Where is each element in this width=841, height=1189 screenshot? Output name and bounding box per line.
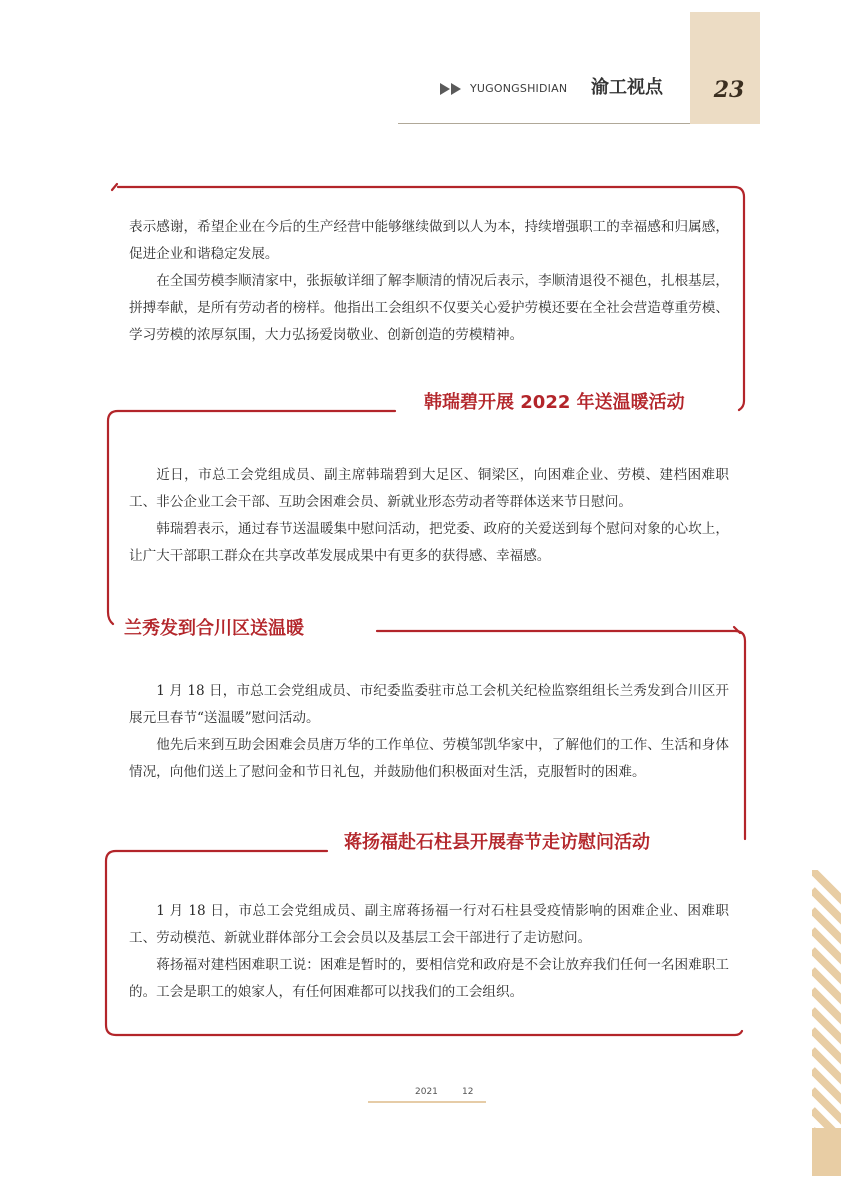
section-2-heading: 韩瑞碧开展 2022 年送温暖活动 [418, 388, 691, 418]
section-4-heading: 蒋扬福赴石柱县开展春节走访慰问活动 [338, 828, 656, 858]
section-4-paragraph-2: 蒋扬福对建档困难职工说：困难是暂时的，要相信党和政府是不会让放弃我们任何一名困难职工的。工会是职工的娘家人，有任何困难都可以找我们的工会组织。 [129, 957, 729, 1000]
section-3-paragraph-2: 他先后来到互助会困难会员唐万华的工作单位、劳模邹凯华家中，了解他们的工作、生活和身体情况，向他们送上了慰问金和节日礼包，并鼓励他们积极面对生活，克服暂时的困难。 [129, 737, 729, 780]
footer-year: 2021 [415, 1087, 438, 1097]
section-3-heading: 兰秀发到合川区送温暖 [118, 614, 310, 644]
page-number: 23 [713, 77, 745, 103]
section-3-paragraph-1: 1 月 18 日，市总工会党组成员、市纪委监委驻市总工会机关纪检监察组组长兰秀发到合川区开展元旦春节“送温暖”慰问活动。 [129, 683, 729, 726]
section-2-paragraph-2: 韩瑞碧表示，通过春节送温暖集中慰问活动，把党委、政府的关爱送到每个慰问对象的心坎上，让广大干部职工群众在共享改革发展成果中有更多的获得感、幸福感。 [129, 521, 729, 564]
section-title-cn: 渝工视点 [591, 77, 663, 98]
section-4-paragraph-1: 1 月 18 日，市总工会党组成员、副主席蒋扬福一行对石柱县受疫情影响的困难企业、困难职工、劳动模范、新就业群体部分工会会员以及基层工会干部进行了走访慰问。 [129, 903, 729, 946]
section-title-en: YUGONGSHIDIAN [470, 82, 568, 95]
footer-rule [368, 1101, 486, 1103]
section-1-paragraph-2: 在全国劳模李顺清家中，张振敏详细了解李顺清的情况后表示，李顺清退役不褪色，扎根基层，拼搏奉献，是所有劳动者的榜样。他指出工会组织不仅要关心爱护劳模还要在全社会营造尊重劳模、学习劳模的浓厚氛围，大力弘扬爱岗敬业、创新创造的劳模精神。 [129, 273, 729, 343]
section-1-paragraph-1: 表示感谢，希望企业在今后的生产经营中能够继续做到以人为本，持续增强职工的幸福感和归属感，促进企业和谐稳定发展。 [129, 219, 729, 262]
decorative-stripes [812, 870, 841, 1176]
section-2-paragraph-1: 近日，市总工会党组成员、副主席韩瑞碧到大足区、铜梁区，向困难企业、劳模、建档困难职工、非公企业工会干部、互助会困难会员、新就业形态劳动者等群体送来节日慰问。 [129, 467, 729, 510]
footer-issue: 12 [462, 1087, 474, 1097]
